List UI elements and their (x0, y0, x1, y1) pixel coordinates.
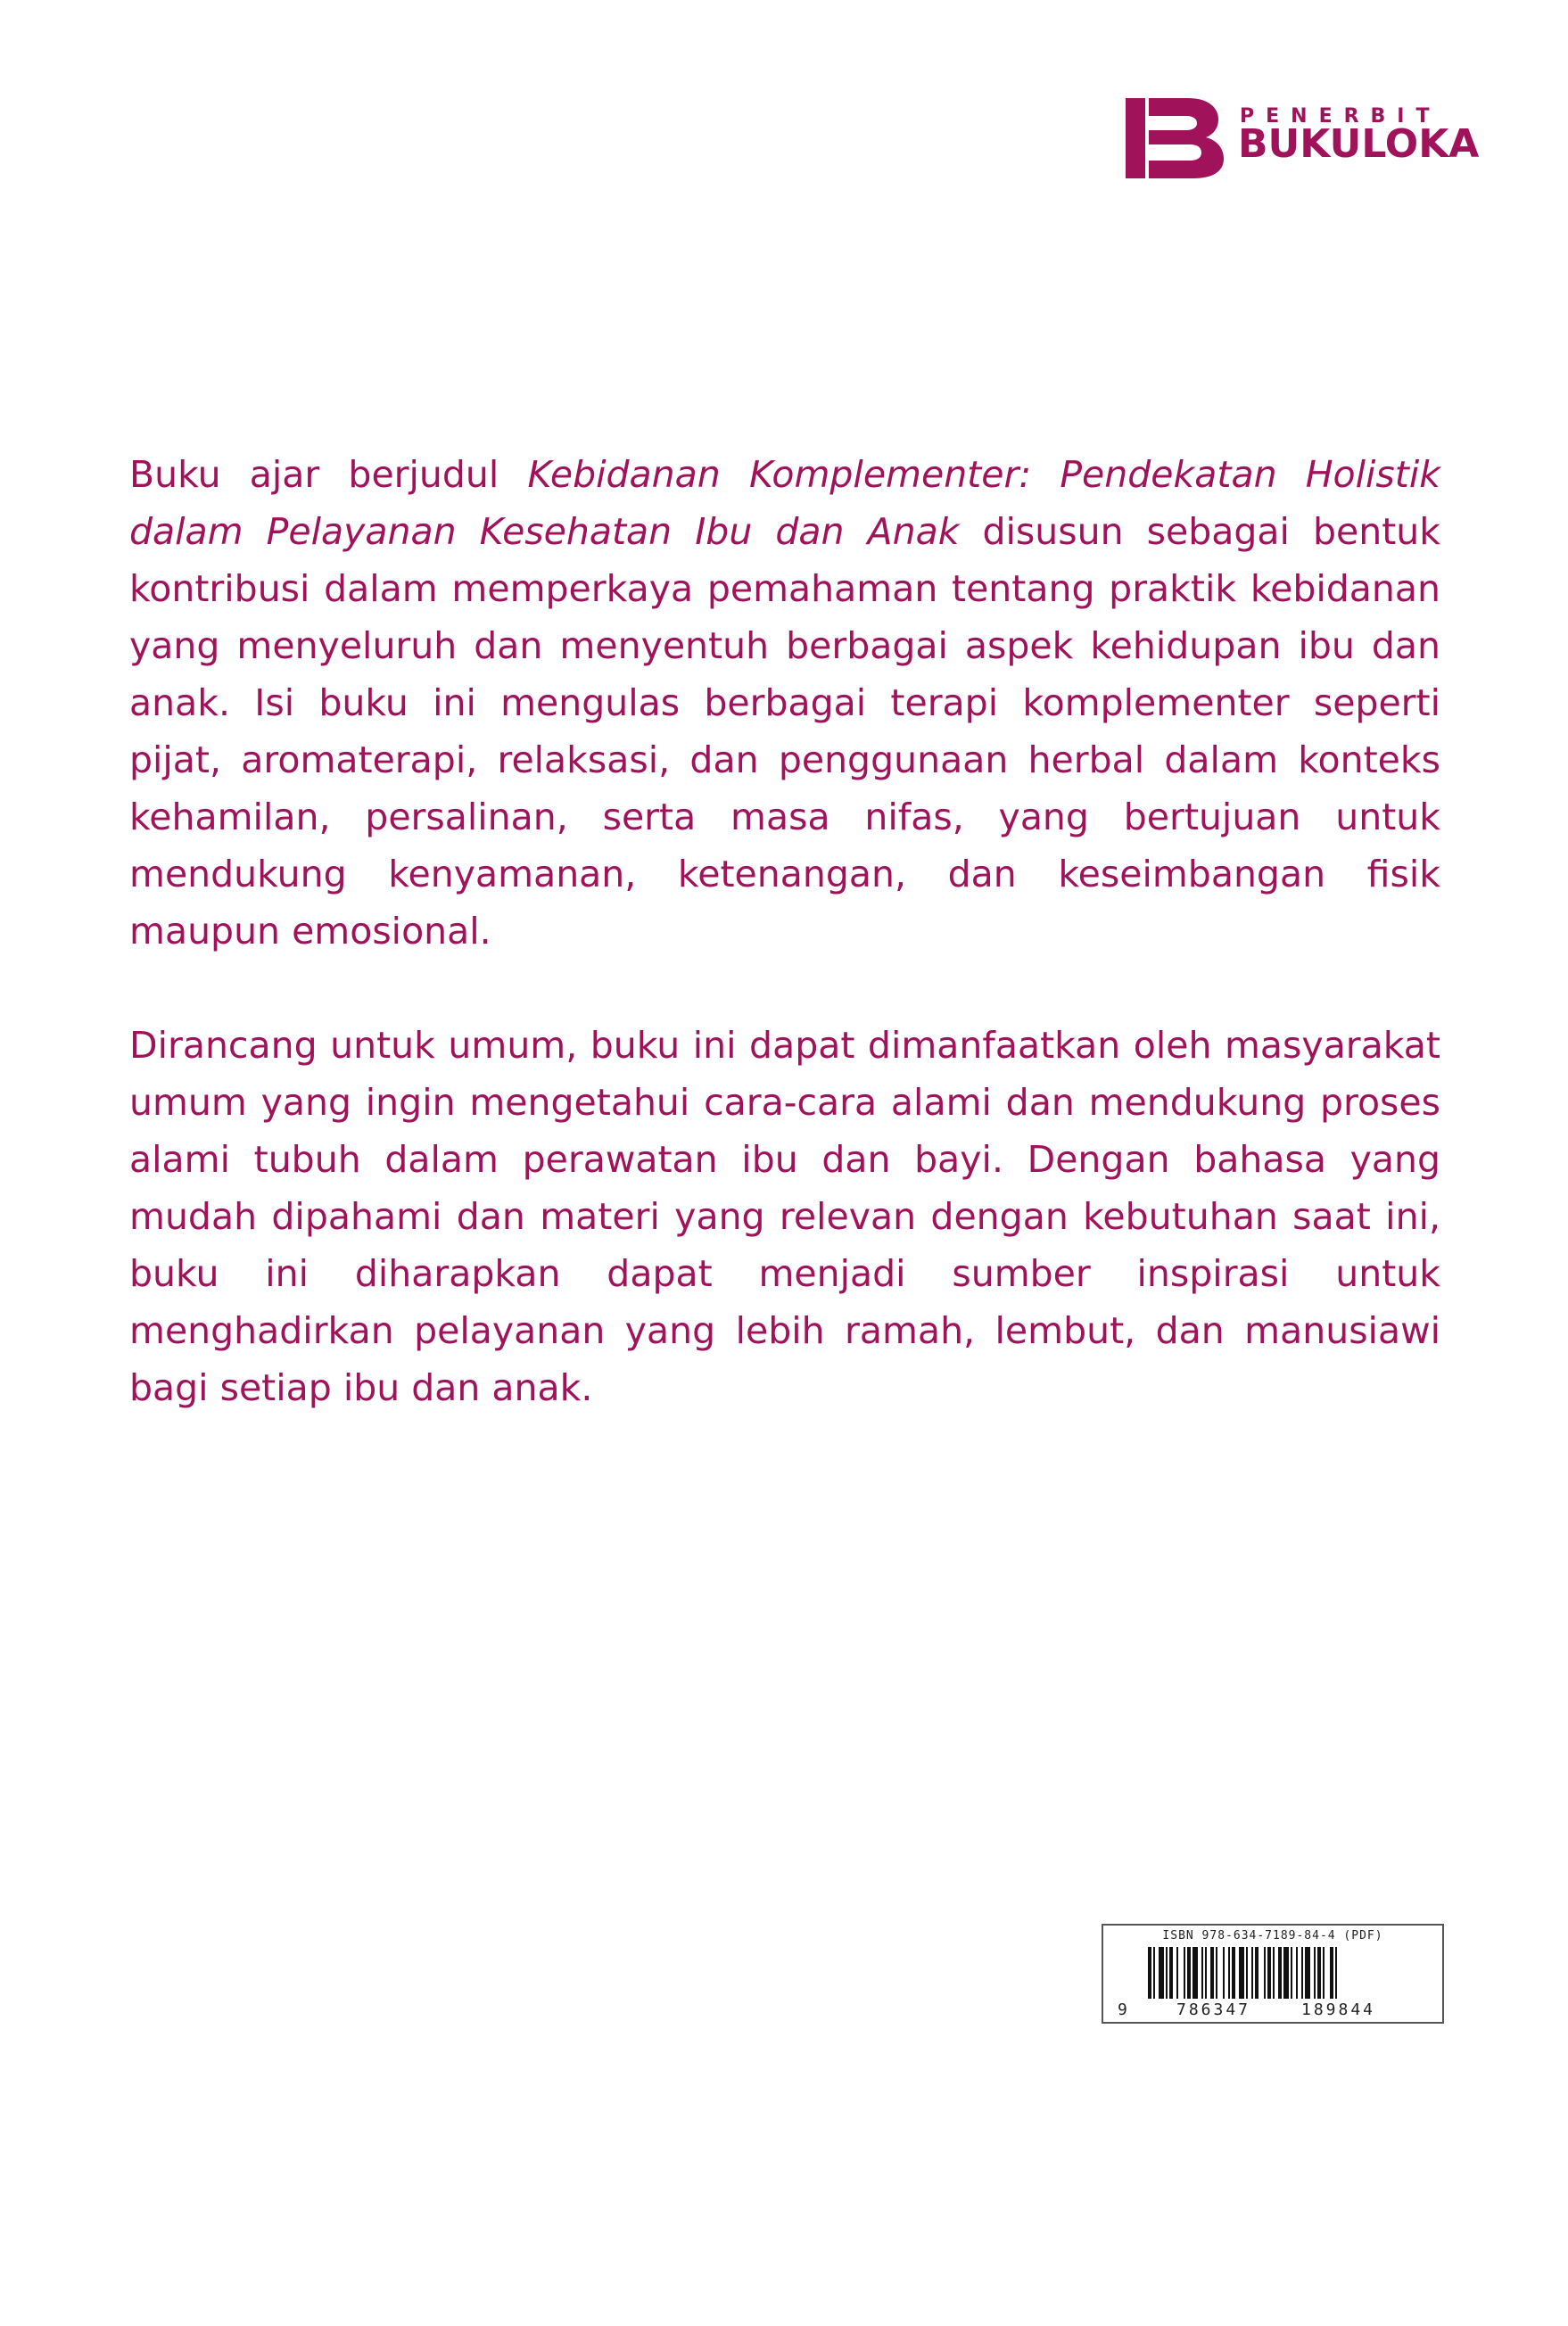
barcode-right-digits: 189844 (1301, 2000, 1376, 2019)
barcode-bar (1246, 1947, 1248, 1999)
blurb (129, 446, 1440, 1416)
barcode-bar (1305, 1947, 1310, 1999)
barcode-bar (1223, 1947, 1225, 1999)
barcode-bar (1184, 1947, 1185, 1999)
barcode-bar (1314, 1947, 1316, 1999)
barcode-bar (1335, 1947, 1337, 1999)
barcode-bar (1278, 1947, 1282, 1999)
logo-penerbit-text: PENERBIT (1240, 105, 1441, 128)
paragraph-1-lead: Buku ajar berjudul (129, 453, 528, 496)
barcode-bar (1283, 1947, 1289, 1999)
book-title-italic: Kebidanan Komplementer: Pendekatan Holistik dalam Pelayanan Kesehatan Ibu dan Anak (129, 453, 1440, 553)
barcode-bar (1176, 1947, 1178, 1999)
barcode-bar (1201, 1947, 1203, 1999)
barcode-bar (1153, 1947, 1155, 1999)
logo-b-mark (1126, 98, 1231, 178)
barcode-first-digit: 9 (1118, 2000, 1127, 2019)
barcode-bar (1216, 1947, 1217, 1999)
logo-bukuloka-text: BUKULOKA (1238, 121, 1480, 167)
barcode-bar (1267, 1947, 1271, 1999)
paragraph-1-rest: disusun sebagai bentuk kontribusi dalam memperkaya pemahaman tentang praktik kebidanan yang menyeluruh dan menyentuh berbagai aspek kehidupan ibu dan anak. Isi buku ini mengulas berbagai terapi komplementer seperti pijat, aromaterapi, relaksasi, dan penggunaan herbal dalam konteks kehamilan, persalinan, serta masa nifas, yang bertujuan untuk mendukung kenyamanan, ketenangan, dan keseimbangan fisik maupun emosional. (129, 510, 1440, 953)
isbn-label: ISBN 978-634-7189-84-4 (PDF) (1162, 1929, 1383, 1942)
blurb-paragraph-2: Dirancang untuk umum, buku ini dapat dimanfaatkan oleh masyarakat umum yang ingin mengetahui cara-cara alami dan mendukung proses alami tubuh dalam perawatan ibu dan bayi. Dengan bahasa yang mudah dipahami dan materi yang relevan dengan kebutuhan saat ini, buku ini diharapkan dapat menjadi sumber inspirasi untuk menghadirkan pelayanan yang lebih ramah, lembut, dan manusiawi bagi setiap ibu dan anak. (129, 1024, 1440, 1409)
barcode-bar (1317, 1947, 1321, 1999)
barcode-bar (1169, 1947, 1173, 1999)
barcode-bar (1148, 1947, 1151, 1999)
barcode-bar (1193, 1947, 1198, 1999)
publisher-logo (1126, 98, 1480, 178)
barcode-left-digits: 786347 (1176, 2000, 1251, 2019)
barcode-bars (1148, 1947, 1407, 1999)
barcode-bar (1323, 1947, 1325, 1999)
barcode-bar (1273, 1947, 1275, 1999)
barcode-bar (1239, 1947, 1244, 1999)
barcode-bar (1255, 1947, 1259, 1999)
barcode-bar (1159, 1947, 1164, 1999)
barcode-bar (1228, 1947, 1230, 1999)
barcode-bar (1166, 1947, 1168, 1999)
barcode-bar (1210, 1947, 1214, 1999)
isbn-barcode (1102, 1924, 1444, 2024)
barcode-bar (1291, 1947, 1292, 1999)
barcode-bar (1251, 1947, 1253, 1999)
blurb-paragraph-1 (129, 446, 1440, 960)
barcode-bar (1264, 1947, 1266, 1999)
barcode-bar (1187, 1947, 1191, 1999)
barcode-bar (1296, 1947, 1298, 1999)
barcode-bar (1232, 1947, 1235, 1999)
barcode-bar (1301, 1947, 1303, 1999)
barcode-bar (1205, 1947, 1207, 1999)
barcode-bar (1330, 1947, 1333, 1999)
